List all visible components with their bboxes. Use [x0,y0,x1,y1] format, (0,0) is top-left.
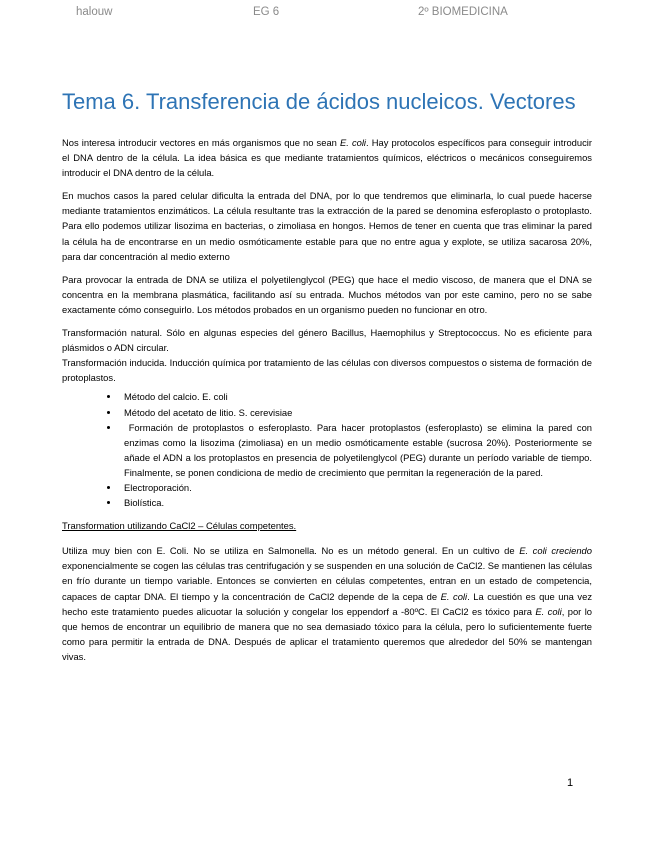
paragraph-text: exponencialmente se cogen las células tras centrifugación y se suspenden en una solución de CaCl2. Se mantienen las células en frío durante un tiempo variable. Entonces se convierten en células competentes, entran en un estado de competencia, capaces de captar DNA. El tiempo y la concentración de CaCl2 depende de la cepa de [62,560,593,602]
header-degree: 2º BIOMEDICINA [418,6,508,18]
paragraph-text: , por lo que hemos de encontrar un equilibrio de manera que no sea demasiado tóxico para la célula, pero lo suficientemente fuerte como para permitir la entrada de DNA. Después de aplicar el tratamiento queremos que alrededor del 50% se mantengan vivas. [62,605,592,662]
paragraph-cacl2 [62,543,592,664]
page-number: 1 [567,777,574,789]
header-course: EG 6 [253,6,280,18]
document-title: Tema 6. Transferencia de ácidos nucleicos. Vectores [62,89,576,114]
list-item: • Biolística. [120,495,592,510]
paragraph-italic: E. coli [535,605,562,617]
list-item: • Método del acetato de litio. S. cerevisiae [120,405,592,420]
document-body [62,135,595,672]
paragraph-peg: Para provocar la entrada de DNA se utiliza el polyetilenglycol (PEG) que hace el medio viscoso, de manera que el DNA se concentra en la membrana plasmática, facilitando así su entrada. Muchos métodos van por este camino, pero no se sabe exactamente cómo conseguirlo. Los métodos probados en un organismo pueden no funcionar en otro. [62,273,592,315]
paragraph-cell-wall: En muchos casos la pared celular dificulta la entrada del DNA, por lo que tendremos que eliminarla, lo cual puede hacerse mediante tratamientos enzimáticos. La célula resultante tras la extracción de la pared se denomina esferoplasto o protoplasto. Para ello podemos utilizar lisozima en bacterias, o zimoliasa en hongos. Hemos de tener en cuenta que tras eliminar la pared la célula ha de encontrarse en un medio osmóticamente estable para que no entre agua y explote, se utiliza sacarosa 20%, para dar concentración al medio externo [62,190,592,262]
paragraph-text: Utiliza muy bien con E. Coli. No se utiliza en Salmonella. No es un método general. En un cultivo de [62,545,520,557]
section-heading: Transformation utilizando CaCl2 – Células competentes. [62,520,297,532]
list-item: • Electroporación. [120,480,592,495]
paragraph-text: . La cuestión es que una vez hecho este tratamiento puedes alicuotar la solución y congelar los eppendorf a -80ºC. El CaCl2 es tóxico para [62,590,593,617]
list-item: • Formación de protoplastos o esferoplasto. Para hacer protoplastos (esferoplasto) se elimina la pared con enzimas como la lisozima (zimoliasa) en un medio osmóticamente estable (sucrosa 20%). Posteriormente se añade el ADN a los protoplastos en presencia de polyetilenglycol (PEG) durante un período variable de tiempo. Finalmente, se ponen condiciona de medio de crecimiento que permitan la regeneración de la pared. [120,420,592,480]
paragraph-natural-transformation: Transformación natural. Sólo en algunas especies del género Bacillus, Haemophilus y Streptococcus. No es eficiente para plásmidos o ADN circular. [62,327,592,354]
list-item: • Método del calcio. E. coli [120,389,592,404]
paragraph-intro [62,135,592,180]
paragraph-italic: E. coli [440,590,468,602]
paragraph-induced-transformation: Transformación inducida. Inducción química por tratamiento de las células con diversos compuestos o sistema de formación de protoplastos. [62,357,592,384]
header-author: halouw [76,6,113,18]
paragraph-italic: E. coli creciendo [519,545,592,557]
paragraph-text: Nos interesa introducir vectores en más organismos que no sean [62,137,340,148]
methods-list [62,389,595,510]
paragraph-italic: E. coli [339,137,367,148]
paragraph-text: . Hay protocolos específicos para conseguir introducir el DNA dentro de la célula. La idea básica es que mediante tratamientos químicos, eléctricos o mecánicos conseguiremos introducir el DNA dentro de la célula. [62,137,592,179]
page-header [0,6,655,22]
